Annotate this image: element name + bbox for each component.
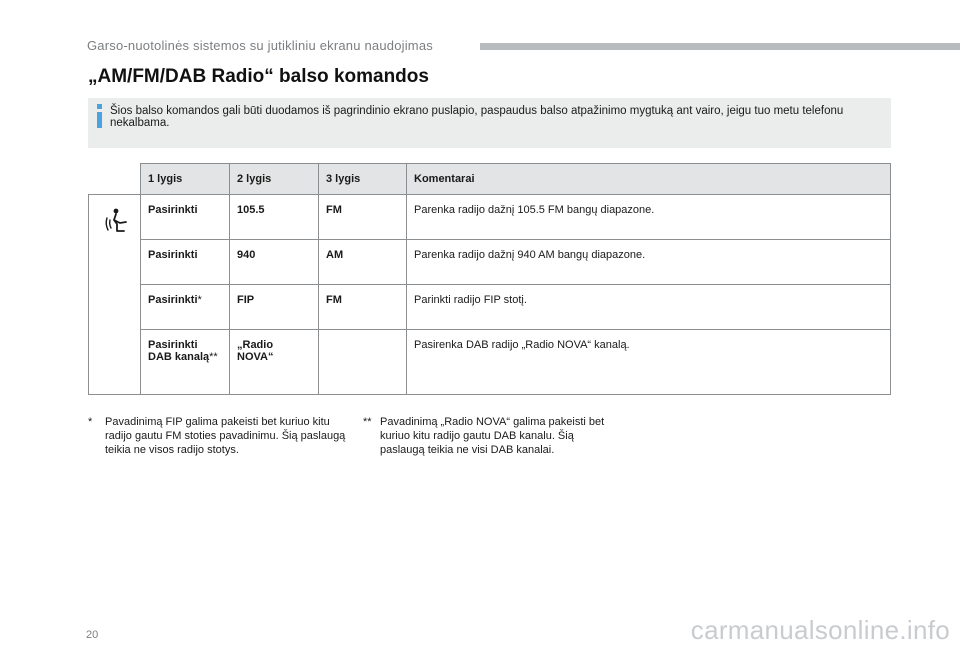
cell-level-1-text-line2: DAB kanalą [148, 351, 210, 363]
cell-level-2: „Radio NOVA“ [230, 330, 319, 395]
cell-level-1-text: Pasirinkti [148, 294, 198, 306]
table-row [89, 285, 891, 330]
section-header: Garso-nuotolinės sistemos su jutikliniu ekranu naudojimas [87, 38, 433, 53]
footnote-1-text: Pavadinimą FIP galima pakeisti bet kuriuo kitu radijo gautu FM stoties pavadinimu. Šią paslaugą teikia ne visos radijo stotys. [105, 416, 346, 456]
voice-commands-table [88, 163, 891, 395]
header-level-1: 1 lygis [141, 164, 230, 195]
footnote-mark: ** [209, 351, 218, 363]
footnote-mark: * [197, 294, 202, 306]
header-level-2: 2 lygis [230, 164, 319, 195]
cell-level-2: 105.5 [230, 195, 319, 240]
table-row [89, 330, 891, 395]
header-level-3: 3 lygis [319, 164, 407, 195]
table-row [89, 195, 891, 240]
cell-level-2: 940 [230, 240, 319, 285]
page-title: „AM/FM/DAB Radio“ balso komandos [88, 66, 429, 87]
cell-level-2: FIP [230, 285, 319, 330]
info-text: Šios balso komandos gali būti duodamos iš pagrindinio ekrano puslapio, paspaudus balso atpažinimo mygtuką ant vairo, jeigu tuo metu telefonu nekalbama. [110, 105, 844, 129]
info-box [88, 98, 891, 148]
cell-comment: Pasirenka DAB radijo „Radio NOVA“ kanalą. [407, 330, 891, 395]
page-number: 20 [86, 629, 99, 641]
cell-level-3: AM [319, 240, 407, 285]
cell-level-3 [319, 330, 407, 395]
cell-comment: Parenka radijo dažnį 105.5 FM bangų diapazone. [407, 195, 891, 240]
icon-cell [89, 195, 141, 395]
table-row [89, 240, 891, 285]
table-header-row [89, 164, 891, 195]
cell-comment: Parenka radijo dažnį 940 AM bangų diapazone. [407, 240, 891, 285]
cell-level-1: Pasirinkti [141, 240, 230, 285]
watermark: carmanualsonline.info [690, 615, 950, 645]
header-bar [480, 43, 960, 50]
cell-comment: Parinkti radijo FIP stotį. [407, 285, 891, 330]
cell-level-1 [141, 285, 230, 330]
header-comment: Komentarai [407, 164, 891, 195]
info-icon [94, 104, 104, 130]
cell-level-1-text: Pasirinkti [148, 339, 198, 351]
footnote-2 [363, 415, 608, 457]
cell-level-1 [141, 330, 230, 395]
footnote-1-mark: * [88, 416, 93, 428]
footnote-1 [88, 415, 348, 457]
cell-level-1: Pasirinkti [141, 195, 230, 240]
footnote-2-text: Pavadinimą „Radio NOVA“ galima pakeisti bet kuriuo kitu radijo gautu DAB kanalu. Šią paslaugą teikia ne visi DAB kanalai. [380, 416, 605, 456]
voice-command-icon [104, 208, 128, 234]
cell-level-3: FM [319, 195, 407, 240]
header-blank [89, 164, 141, 195]
cell-level-3: FM [319, 285, 407, 330]
footnote-2-mark: ** [363, 416, 372, 428]
